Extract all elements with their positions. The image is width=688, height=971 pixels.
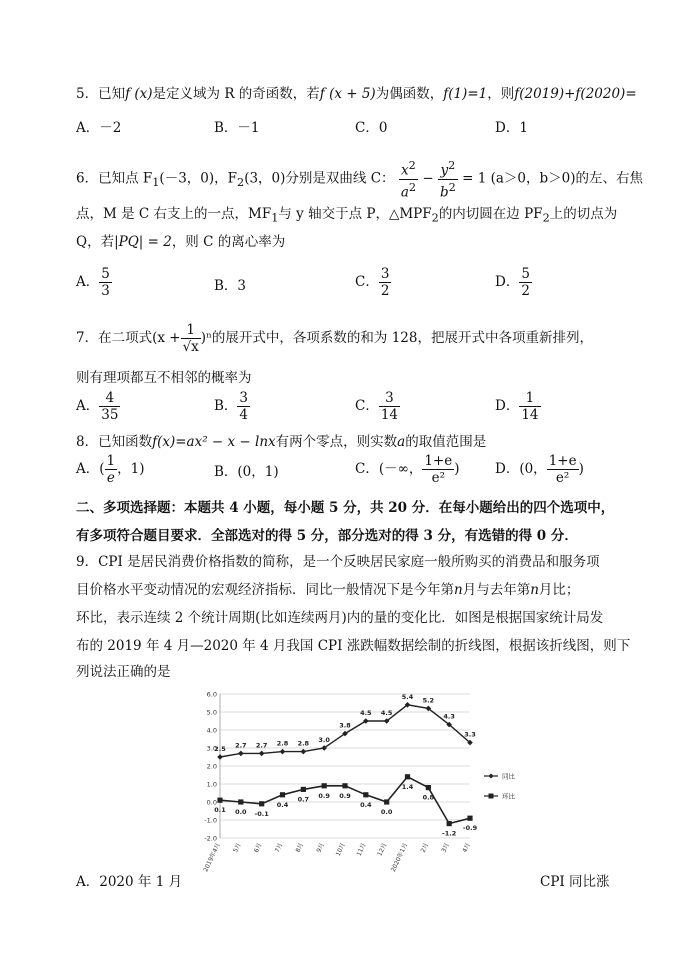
y-tick-label: 1.0 bbox=[206, 780, 217, 789]
series-yoy-data-label: 3.3 bbox=[464, 730, 476, 739]
q6-option-c: C． $\frac{3}{2}$ bbox=[355, 266, 390, 299]
y-tick-label: 2.0 bbox=[206, 762, 217, 771]
series-yoy-data-label: 2.7 bbox=[255, 741, 268, 750]
series-mom-data-label: -0.1 bbox=[254, 809, 269, 818]
series-yoy-data-label: 5.4 bbox=[401, 692, 414, 701]
q8-option-a: A．( $\frac{1}{e}$ ，1) bbox=[76, 453, 145, 486]
q6-option-a: A． $\frac{5}{3}$ bbox=[76, 266, 110, 299]
q9-line5: 列说法正确的是 bbox=[76, 664, 171, 680]
series-mom-point bbox=[280, 792, 285, 797]
series-mom-point bbox=[342, 783, 347, 788]
series-mom-data-label: 0.9 bbox=[318, 791, 330, 800]
q6-eq-frac-x: $\frac{x^2}{a^2}$ bbox=[400, 159, 417, 200]
series-yoy-data-label: 4.5 bbox=[380, 709, 393, 717]
legend-yoy-label: 同比 bbox=[502, 772, 515, 781]
series-mom-data-label: 0.0 bbox=[235, 808, 247, 816]
series-mom-data-label: 0.0 bbox=[380, 808, 393, 816]
series-mom-data-label: 0.4 bbox=[276, 800, 289, 809]
series-mom-point bbox=[301, 787, 306, 792]
x-tick-label: 11月 bbox=[355, 841, 368, 858]
q8-option-d: D．(0， $\frac{1+e}{\text{e²}}$ ) bbox=[495, 453, 584, 486]
q9-line1: 9．CPI 是居民消费价格指数的简称，是一个反映居民家庭一般所购买的消费品和服务项 bbox=[76, 554, 600, 570]
q6-stem-line1: 6．已知点 $F_1(-3$，0)，$F_2(3$，0)分别是双曲线 C： $\frac{x^2}{a^2}$ − $\frac{y^2}{b^2}$ = 1 (a＞0，b＞0)的左、右焦 bbox=[76, 159, 643, 200]
series-mom-data-label: -0.9 bbox=[462, 824, 478, 833]
q6-option-d: D． $\frac{5}{2}$ bbox=[495, 266, 530, 299]
q9-line3: 环比，表示连续 2 个统计周期(比如连续两月)内的量的变化比．如图是根据国家统计局发 bbox=[76, 610, 604, 626]
x-tick-label: 2月 bbox=[419, 841, 431, 854]
legend-mom-label: 环比 bbox=[502, 792, 515, 801]
x-tick-label: 10月 bbox=[334, 841, 347, 858]
series-mom-data-label: -1.2 bbox=[442, 829, 457, 838]
series-mom-point bbox=[426, 785, 431, 790]
y-tick-label: 4.0 bbox=[206, 726, 217, 735]
series-yoy-point bbox=[259, 751, 265, 757]
q9-line4: 布的 2019 年 4 月—2020 年 4 月我国 CPI 涨跌幅数据绘制的折线图，根据该折线图，则下 bbox=[76, 638, 631, 654]
x-tick-label: 6月 bbox=[252, 841, 264, 854]
series-mom-point bbox=[405, 774, 410, 779]
series-mom-data-label: 0.9 bbox=[339, 791, 351, 800]
q5-option-a: A．－2 bbox=[76, 120, 122, 136]
q9-line2: 目价格水平变动情况的宏观经济指标．同比一般情况下是今年第n月与去年第n月比； bbox=[76, 582, 580, 598]
y-tick-label: 6.0 bbox=[206, 690, 217, 699]
x-tick-label: 9月 bbox=[315, 841, 326, 854]
q7-option-d: D． $\frac{1}{14}$ bbox=[495, 390, 539, 423]
series-yoy-data-label: 3.8 bbox=[339, 721, 351, 730]
section2-heading-line2: 有多项符合题目要求．全部选对的得 5 分，部分选对的得 3 分，有选错的得 0 分． bbox=[76, 528, 578, 544]
series-mom-data-label: 0.1 bbox=[214, 806, 226, 815]
series-yoy-data-label: 4.5 bbox=[360, 709, 372, 717]
x-tick-label: 7月 bbox=[273, 841, 285, 854]
series-mom-data-label: 1.4 bbox=[401, 782, 414, 791]
q8-stem: 8．已知函数f(x)=ax² − x − lnx有两个零点，则实数a的取值范围是 bbox=[76, 434, 487, 450]
q7-stem-line1: 7．在二项式(x + $\frac{1}{√x}$ )ⁿ的展开式中，各项系数的和为 128，把展开式中各项重新排列， bbox=[76, 322, 593, 355]
series-yoy-data-label: 5.2 bbox=[422, 696, 435, 705]
q7-option-c: C． $\frac{3}{14}$ bbox=[355, 390, 399, 423]
y-tick-label: 5.0 bbox=[206, 708, 217, 717]
section2-heading-line1: 二、多项选择题：本题共 4 小题，每小题 5 分，共 20 分．在每小题给出的四个选项中， bbox=[76, 500, 615, 516]
q9-option-a-left: A．2020 年 1 月 bbox=[76, 874, 183, 890]
series-mom-point bbox=[467, 816, 472, 821]
cpi-chart-svg bbox=[198, 688, 558, 880]
series-mom-data-label: 0.4 bbox=[360, 800, 372, 809]
q6-stem-line3: Q，若|PQ| = 2，则 C 的离心率为 bbox=[76, 234, 286, 250]
x-tick-label: 2019年4月 bbox=[202, 841, 222, 874]
series-yoy-point bbox=[238, 751, 244, 757]
series-yoy-data-label: 4.3 bbox=[443, 712, 455, 721]
series-yoy-data-label: 2.8 bbox=[297, 739, 310, 748]
series-yoy-point bbox=[217, 754, 223, 760]
series-mom-point bbox=[322, 783, 327, 788]
series-yoy-point bbox=[301, 749, 307, 755]
x-tick-label: 2020年1月 bbox=[389, 841, 410, 874]
series-yoy-data-label: 2.8 bbox=[276, 739, 289, 748]
q8-option-b: B．(0，1) bbox=[214, 464, 279, 480]
q7-option-b: B． $\frac{3}{4}$ bbox=[214, 390, 249, 423]
q5-option-b: B．－1 bbox=[214, 120, 260, 136]
legend-mom-marker bbox=[489, 794, 494, 799]
series-yoy-data-label: 3.0 bbox=[318, 736, 330, 744]
series-yoy-point bbox=[280, 749, 286, 755]
x-tick-label: 5月 bbox=[232, 841, 243, 854]
q6-stem-line2: 点，M 是 C 右支上的一点，$MF_1$与 y 轴交于点 P，$\triangle MPF_2$的内切圆在边 $PF_2$上的切点为 bbox=[76, 206, 618, 225]
q7-option-a: A． $\frac{4}{35}$ bbox=[76, 390, 119, 423]
series-mom-point bbox=[384, 799, 389, 804]
y-tick-label: 3.0 bbox=[206, 744, 217, 753]
series-mom-data-label: 0.8 bbox=[422, 793, 435, 802]
y-tick-label: 0.0 bbox=[206, 798, 217, 807]
x-tick-label: 4月 bbox=[461, 841, 472, 854]
series-mom-point bbox=[363, 792, 368, 797]
series-yoy-data-label: 2.7 bbox=[235, 741, 247, 750]
q9-option-a-right: CPI 同比涨 bbox=[540, 874, 610, 890]
series-mom-point bbox=[217, 798, 222, 803]
q5-stem: 5．已知f (x)是定义域为 R 的奇函数，若f (x + 5)为偶函数，f(1)=1，则f(2019)+f(2020)= bbox=[76, 86, 637, 102]
series-yoy-data-label: 2.5 bbox=[214, 745, 226, 753]
series-mom-point bbox=[259, 801, 264, 806]
series-mom-data-label: 0.7 bbox=[297, 795, 310, 804]
cpi-line-chart bbox=[198, 688, 558, 880]
series-mom-point bbox=[447, 821, 452, 826]
q7-stem-line2: 则有理项都互不相邻的概率为 bbox=[76, 370, 252, 386]
q6-option-b: B．3 bbox=[214, 278, 247, 294]
legend-yoy-marker bbox=[489, 774, 494, 779]
x-tick-label: 8月 bbox=[294, 841, 306, 854]
q5-option-d: D．1 bbox=[495, 120, 528, 136]
q6-eq-frac-y: $\frac{y^2}{b^2}$ bbox=[439, 159, 456, 200]
y-tick-label: -2.0 bbox=[204, 834, 217, 843]
x-tick-label: 12月 bbox=[376, 841, 389, 858]
q8-option-c: C．(－∞， $\frac{1+e}{\text{e²}}$ ) bbox=[355, 453, 460, 486]
y-tick-label: -1.0 bbox=[204, 816, 217, 825]
series-mom-point bbox=[238, 799, 243, 804]
x-tick-label: 3月 bbox=[440, 841, 451, 854]
q5-option-c: C．0 bbox=[355, 120, 388, 136]
